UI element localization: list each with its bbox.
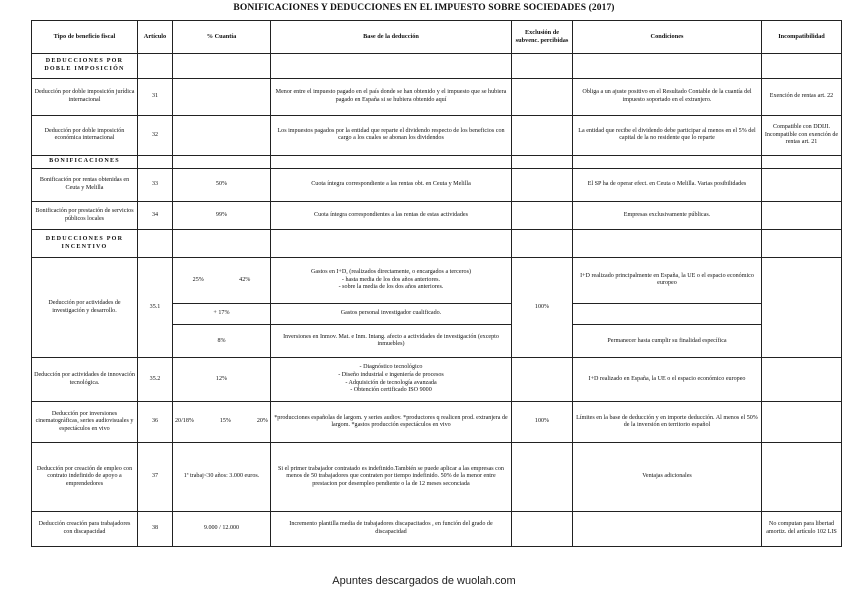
table-row <box>32 116 842 155</box>
header-condiciones: Condiciones <box>573 21 762 54</box>
cell-condiciones: Obliga a un ajuste positivo en el Resultado Contable de la cuantía del impuesto soportado en el extranjero. <box>573 78 762 115</box>
section-row-incentivo <box>32 230 842 258</box>
table-row <box>32 511 842 546</box>
cell-tipo: Bonificación por rentas obtenidas en Ceuta y Melilla <box>32 169 138 202</box>
cell-cuantia: + 17% <box>173 303 271 325</box>
deductions-table <box>31 20 842 547</box>
cell-tipo: Deducción por actividades de investigación y desarrollo. <box>32 258 138 358</box>
table-row <box>32 202 842 230</box>
section-row-bonificaciones <box>32 155 842 168</box>
cell-exclusion: 100% <box>512 258 573 358</box>
cell-base <box>271 358 512 401</box>
base-line: - sobre la media de los dos años anteriores. <box>338 284 444 291</box>
table-row <box>32 169 842 202</box>
cuantia-value: 42% <box>239 276 251 283</box>
cuantia-value: 25% <box>192 276 204 283</box>
cell-articulo: 36 <box>138 401 173 442</box>
base-line: Gastos en I+D, (realizados directamente, o encargados a terceros) <box>311 268 471 275</box>
cell-base: Inversiones en Inmov. Mat. e Inm. Intang. afecto a actividades de investigación (excepto inmuebles) <box>271 325 512 358</box>
cell-exclusion: 100% <box>512 401 573 442</box>
table-row <box>32 358 842 401</box>
header-tipo: Tipo de beneficio fiscal <box>32 21 138 54</box>
cell-cuantia: 50% <box>173 169 271 202</box>
cell-articulo: 33 <box>138 169 173 202</box>
cell-articulo: 35.1 <box>138 258 173 358</box>
cell-tipo: Deducción creación para trabajadores con discapacidad <box>32 511 138 546</box>
cell-articulo: 35.2 <box>138 358 173 401</box>
cell-condiciones: Empresas exclusivamente públicas. <box>573 202 762 230</box>
header-articulo: Artículo <box>138 21 173 54</box>
cell-base: Cuota íntegra correspondiente a las rentas obt. en Ceuta y Melilla <box>271 169 512 202</box>
section-bonificaciones: BONIFICACIONES <box>32 155 138 168</box>
cell-base: Si el primer trabajador contratado es indefinido.También se puede aplicar a las empresas con menos de 50 trabajadores que contraten por tiempo indefinido. 50% de la menor entre prestacion por desempleo pendiente o la de 12 meses seconciada <box>271 443 512 511</box>
cell-articulo: 34 <box>138 202 173 230</box>
cell-cuantia: 12% <box>173 358 271 401</box>
cell-tipo: Bonificación por prestación de servicios públicos locales <box>32 202 138 230</box>
cell-tipo: Deducción por inversiones cinematográficas, series audiovisuales y espectáculos en vivo <box>32 401 138 442</box>
base-line: - hasta media de los dos años anteriores. <box>341 276 441 283</box>
table-row <box>32 258 842 304</box>
cell-tipo: Deducción por actividades de innovación tecnológica. <box>32 358 138 401</box>
cell-condiciones: Ventajas adicionales <box>573 443 762 511</box>
document-title: BONIFICACIONES Y DEDUCCIONES EN EL IMPUESTO SOBRE SOCIEDADES (2017) <box>233 3 615 13</box>
table-row <box>32 78 842 115</box>
cell-condiciones: La entidad que recibe el dividendo debe participar al menos en el 5% del capital de la no residente que lo reparte <box>573 116 762 155</box>
section-incentivo: DEDUCCIONES POR INCENTIVO <box>32 230 138 258</box>
cell-cuantia: 99% <box>173 202 271 230</box>
cell-condiciones: I+D realizado principalmente en España, la UE o el espacio económico europeo <box>573 258 762 304</box>
cell-articulo: 38 <box>138 511 173 546</box>
section-doble-imposicion: DEDUCCIONES POR DOBLE IMPOSICIÓN <box>32 54 138 79</box>
cell-base: Menor entre el impuesto pagado en el país donde se han obtenido y el impuesto que se hubiera pagado en España si se hubiera obtenido aquí <box>271 78 512 115</box>
cell-base: Incremento plantilla media de trabajadores discapacitados , en función del grado de discapacidad <box>271 511 512 546</box>
header-base: Base de la deducción <box>271 21 512 54</box>
header-exclusion: Exclusión de subvenc. percibidas <box>512 21 573 54</box>
base-line: - Diagnóstico tecnológico <box>359 364 423 371</box>
cell-tipo: Deducción por creación de empleo con contrato indefinido de apoyo a emprendedores <box>32 443 138 511</box>
cell-condiciones: Límites en la base de deducción y en importe deducción. Al menos el 50% de la inversión en territorio español <box>573 401 762 442</box>
cell-condiciones: El SP ha de operar efect. en Ceuta o Melilla. Varias posibilidades <box>573 169 762 202</box>
cell-base <box>271 258 512 304</box>
header-row <box>32 21 842 54</box>
cell-tipo: Deducción por doble imposición económica internacional <box>32 116 138 155</box>
cell-tipo: Deducción por doble imposición jurídica internacional <box>32 78 138 115</box>
base-line: - Diseño industrial e ingeniería de procesos <box>338 372 444 379</box>
cell-cuantia: 8% <box>173 325 271 358</box>
cell-base: Gastos personal investigador cualificado. <box>271 303 512 325</box>
cell-cuantia: 9.000 / 12.000 <box>173 511 271 546</box>
cell-cuantia <box>173 258 271 304</box>
cuantia-value: 20% <box>256 418 268 425</box>
base-line: - Adquisición de tecnología avanzada <box>345 379 437 386</box>
header-cuantia: % Cuantía <box>173 21 271 54</box>
cuantia-value: 15% <box>219 418 231 425</box>
cell-cuantia <box>173 401 271 442</box>
cuantia-value: 20/18% <box>175 418 194 425</box>
cell-incompatibilidad: Compatible con DDIJI. Incompatible con exención de rentas art. 21 <box>762 116 842 155</box>
cell-base: Cuota íntegra correspondientes a las rentas de estas actividades <box>271 202 512 230</box>
header-incompatibilidad: Incompatibilidad <box>762 21 842 54</box>
table-row <box>32 401 842 442</box>
cell-incompatibilidad: Exención de rentas art. 22 <box>762 78 842 115</box>
cell-base: *producciones españolas de largom. y series audiov. *productores q realicen prod. extranjera de largom. *gastos producción espectáculos en vivo <box>271 401 512 442</box>
section-row-doble <box>32 54 842 79</box>
cell-articulo: 37 <box>138 443 173 511</box>
cell-cuantia: 1ª trabaj<30 años: 3.000 euros. <box>173 443 271 511</box>
table-row <box>32 443 842 511</box>
footer-source: Apuntes descargados de wuolah.com <box>332 575 516 587</box>
cell-articulo: 32 <box>138 116 173 155</box>
cell-condiciones: I+D realizado en España, la UE o el espacio económico europeo <box>573 358 762 401</box>
base-line: - Obtención certificado ISO 9000 <box>350 387 432 394</box>
cell-articulo: 31 <box>138 78 173 115</box>
cell-base: Los impuestos pagados por la entidad que reparte el dividendo respecto de los beneficios con cargo a los cuales se abonan los dividendos <box>271 116 512 155</box>
cell-incompatibilidad: No computan para libertad amortiz. del artículo 102 LIS <box>762 511 842 546</box>
cell-condiciones: Permanecer hasta cumplir su finalidad específica <box>573 325 762 358</box>
